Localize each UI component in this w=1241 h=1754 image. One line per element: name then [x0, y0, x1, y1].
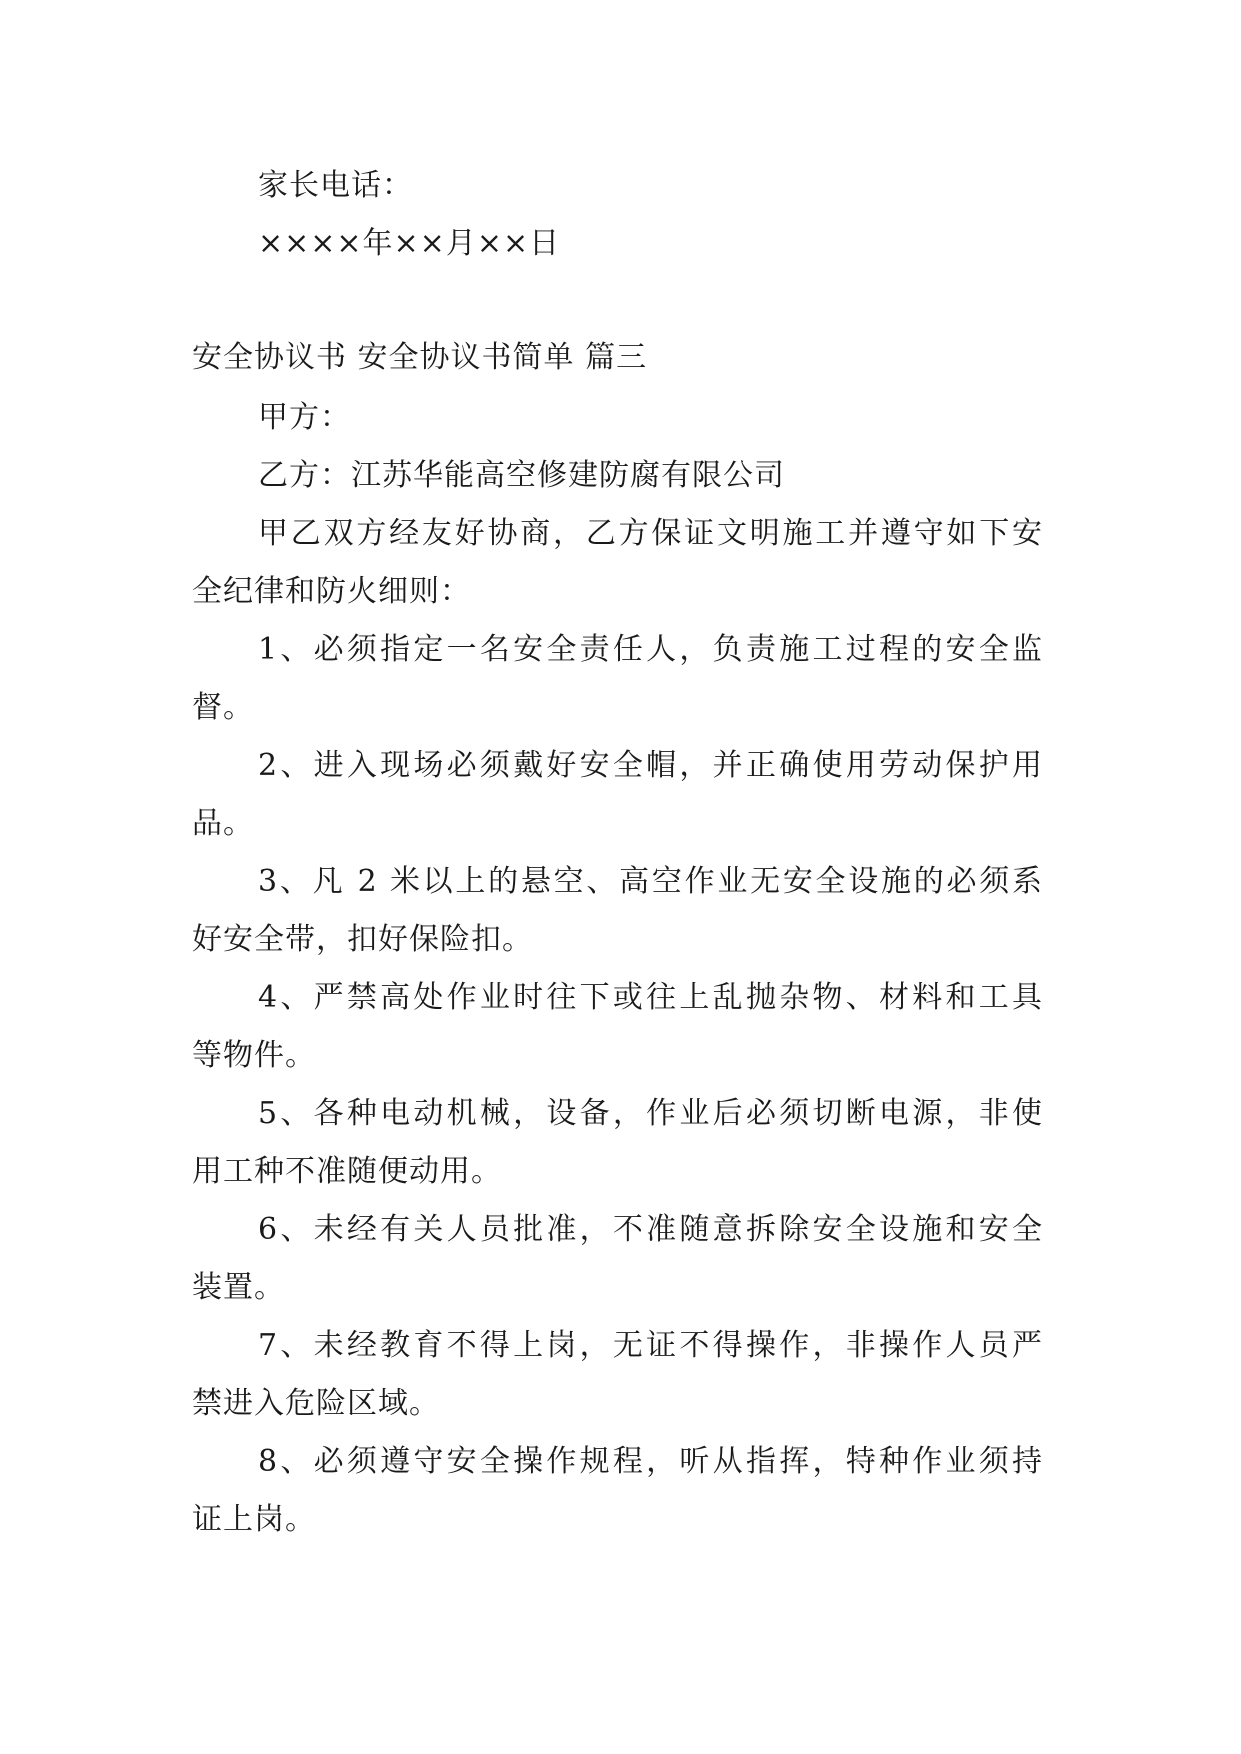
rule-6-line-2: 装置。 [192, 1270, 285, 1305]
rule-7-line-2: 禁进入危险区域。 [192, 1386, 440, 1421]
rule-1-line-2: 督。 [192, 690, 254, 725]
rule-7-line-1: 7、未经教育不得上岗，无证不得操作，非操作人员严 [258, 1328, 1043, 1363]
section-title: 安全协议书 安全协议书简单 篇三 [192, 340, 648, 375]
rule-5-line-1: 5、各种电动机械，设备，作业后必须切断电源，非使 [258, 1096, 1043, 1131]
rule-4-line-2: 等物件。 [192, 1038, 316, 1073]
date-line: ××××年××月××日 [258, 226, 561, 261]
intro-line-1: 甲乙双方经友好协商，乙方保证文明施工并遵守如下安 [258, 516, 1043, 551]
rule-8-line-2: 证上岗。 [192, 1502, 316, 1537]
rule-1-line-1: 1、必须指定一名安全责任人，负责施工过程的安全监 [258, 632, 1043, 667]
party-b: 乙方：江苏华能高空修建防腐有限公司 [258, 458, 785, 493]
rule-5-line-2: 用工种不准随便动用。 [192, 1154, 502, 1189]
rule-3-line-1: 3、凡 2 米以上的悬空、高空作业无安全设施的必须系 [258, 864, 1043, 899]
rule-8-line-1: 8、必须遵守安全操作规程，听从指挥，特种作业须持 [258, 1444, 1043, 1479]
parent-phone-label: 家长电话： [258, 168, 413, 203]
rule-2-line-1: 2、进入现场必须戴好安全帽，并正确使用劳动保护用 [258, 748, 1043, 783]
party-a: 甲方： [258, 400, 351, 435]
rule-6-line-1: 6、未经有关人员批准，不准随意拆除安全设施和安全 [258, 1212, 1043, 1247]
rule-3-line-2: 好安全带，扣好保险扣。 [192, 922, 533, 957]
rule-2-line-2: 品。 [192, 806, 254, 841]
rule-4-line-1: 4、严禁高处作业时往下或往上乱抛杂物、材料和工具 [258, 980, 1043, 1015]
intro-line-2: 全纪律和防火细则： [192, 574, 471, 609]
